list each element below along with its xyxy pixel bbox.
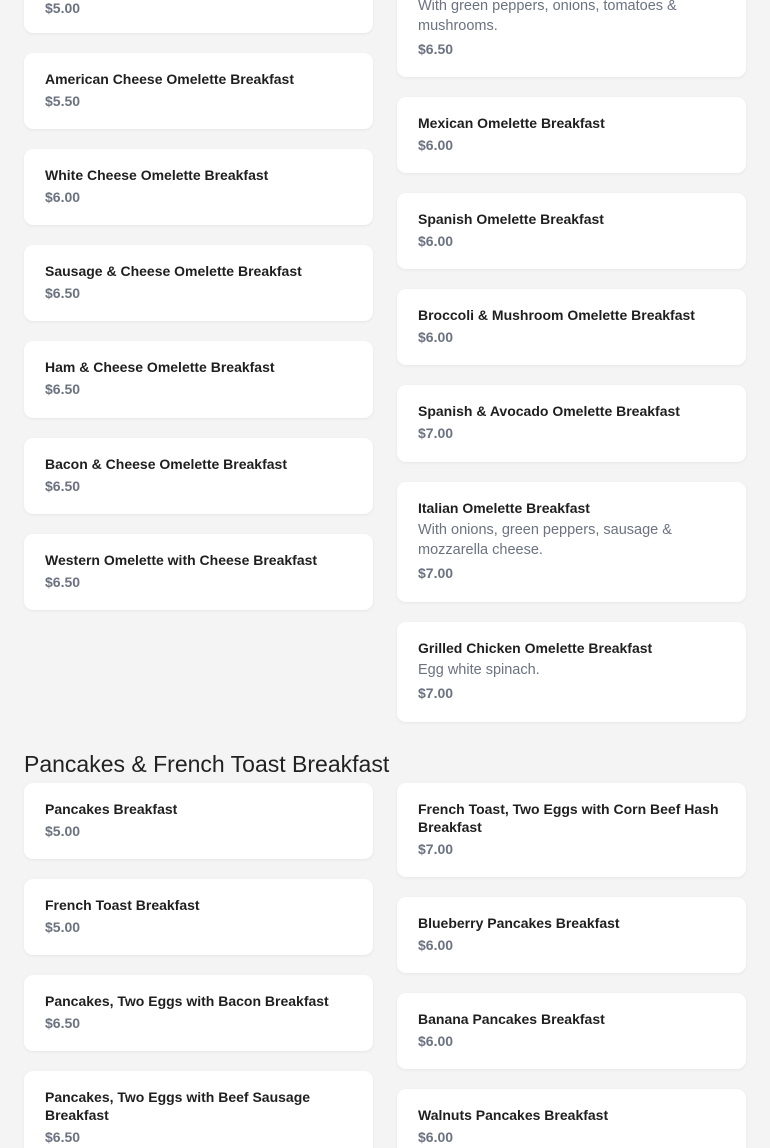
menu-item-card[interactable] [397,622,746,722]
menu-item-card[interactable] [397,97,746,173]
item-description: With green peppers, onions, tomatoes & mushrooms. [418,0,677,34]
menu-item-card[interactable] [24,1071,373,1148]
menu-item-card[interactable] [397,783,746,877]
item-price: $6.50 [45,285,81,301]
item-name: Sausage & Cheese Omelette Breakfast [45,263,302,279]
item-price: $6.00 [418,1033,454,1049]
menu-item-card[interactable] [397,385,746,462]
item-name: Walnuts Pancakes Breakfast [418,1107,609,1123]
item-price: $6.50 [45,1129,81,1145]
menu-item-card[interactable] [24,53,373,129]
item-price: $6.00 [418,137,454,153]
menu-item-card[interactable] [397,993,746,1069]
menu-item-card[interactable] [24,438,373,514]
item-name: Ham & Cheese Omelette Breakfast [45,359,275,375]
item-price: $6.50 [45,478,81,494]
menu-item-card[interactable] [24,341,373,418]
item-name: Blueberry Pancakes Breakfast [418,915,620,931]
item-price: $7.00 [418,841,454,857]
item-name: Pancakes, Two Eggs with Bacon Breakfast [45,993,329,1009]
item-price: $6.50 [45,381,81,397]
item-price: $7.00 [418,685,454,701]
item-price: $6.00 [45,189,81,205]
menu-item-card[interactable] [24,245,373,321]
item-price: $6.00 [418,937,454,953]
item-name: Pancakes Breakfast [45,801,178,817]
item-description: With onions, green peppers, sausage & mozzarella cheese. [418,522,672,558]
menu-item-card[interactable] [397,482,746,602]
item-price: $6.00 [418,1129,454,1145]
section-title: Pancakes & French Toast Breakfast [24,751,390,777]
menu-item-card[interactable] [24,879,373,955]
menu-item-card[interactable] [397,193,746,269]
item-price: $6.00 [418,329,454,345]
menu-item-card[interactable] [24,149,373,225]
item-description: Egg white spinach. [418,662,540,678]
item-price: $5.00 [45,919,81,935]
menu-item-card[interactable] [24,0,373,33]
menu-item-card[interactable] [24,783,373,859]
item-name: French Toast, Two Eggs with Corn Beef Hash Breakfast [418,801,719,835]
menu-item-card[interactable] [397,1089,746,1148]
menu-item-card[interactable] [397,897,746,973]
item-name: Italian Omelette Breakfast [418,500,590,516]
item-price: $5.00 [45,0,81,16]
item-price: $6.00 [418,233,454,249]
item-name: French Toast Breakfast [45,897,200,913]
item-name: Mexican Omelette Breakfast [418,115,605,131]
item-name: Bacon & Cheese Omelette Breakfast [45,456,287,472]
item-name: Grilled Chicken Omelette Breakfast [418,640,653,656]
item-price: $5.50 [45,93,81,109]
item-price: $6.50 [418,41,454,57]
item-name: Spanish Omelette Breakfast [418,211,604,227]
item-price: $6.50 [45,1015,81,1031]
item-name: Banana Pancakes Breakfast [418,1011,605,1027]
menu-item-card[interactable] [24,975,373,1051]
item-name: Spanish & Avocado Omelette Breakfast [418,403,680,419]
item-price: $6.50 [45,574,81,590]
menu-item-card[interactable] [24,534,373,610]
item-price: $7.00 [418,425,454,441]
item-name: American Cheese Omelette Breakfast [45,71,295,87]
item-name: Pancakes, Two Eggs with Beef Sausage Breakfast [45,1089,311,1123]
item-price: $7.00 [418,565,454,581]
item-name: Western Omelette with Cheese Breakfast [45,552,318,568]
item-price: $5.00 [45,823,81,839]
menu-item-card[interactable] [397,289,746,365]
menu-item-card[interactable] [397,0,746,77]
item-name: Broccoli & Mushroom Omelette Breakfast [418,307,695,323]
item-name: White Cheese Omelette Breakfast [45,167,269,183]
